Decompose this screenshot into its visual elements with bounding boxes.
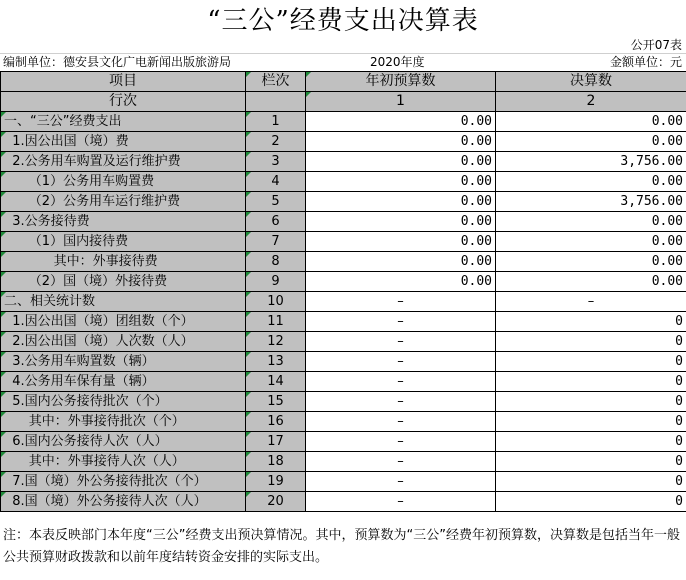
- row-final-value: 0: [496, 452, 686, 472]
- footnote: 注：本表反映部门本年度“三公”经费支出预决算情况。其中，预算数为“三公”经费年初预算数，决算数是包括当年一般公共预算财政拨款和以前年度结转资金安排的实际支出。: [3, 528, 680, 565]
- table-row: [1, 352, 686, 372]
- row-final-value: 0.00: [496, 112, 686, 132]
- page-title: “三公”经费支出决算表: [207, 6, 479, 36]
- row-budget-value: 0.00: [306, 112, 496, 132]
- header-budget: 年初预算数: [306, 72, 496, 92]
- row-final-value: 0: [496, 312, 686, 332]
- table-row: [1, 112, 686, 132]
- row-label: 其中：外事接待费: [1, 252, 246, 272]
- table-row: [1, 232, 686, 252]
- row-label: 二、相关统计数: [1, 292, 246, 312]
- row-line-number: 3: [246, 152, 306, 172]
- row-label: 5.国内公务接待批次（个）: [1, 392, 246, 412]
- row-final-value: 0: [496, 372, 686, 392]
- row-line-number: 11: [246, 312, 306, 332]
- unit-row: [0, 53, 686, 70]
- row-label: 1.因公出国（境）团组数（个）: [1, 312, 246, 332]
- row-final-value: 0.00: [496, 132, 686, 152]
- row-budget-value: 0.00: [306, 172, 496, 192]
- row-label: 其中：外事接待人次（人）: [1, 452, 246, 472]
- row-budget-value: –: [306, 472, 496, 492]
- row-final-value: 0.00: [496, 272, 686, 292]
- row-final-value: 0.00: [496, 212, 686, 232]
- table-row: [1, 312, 686, 332]
- row-final-value: 0: [496, 392, 686, 412]
- header-item: 项目: [1, 72, 246, 92]
- table-row: [1, 252, 686, 272]
- row-line-number: 4: [246, 172, 306, 192]
- row-number-label: 行次: [1, 92, 246, 112]
- table-row: [1, 432, 686, 452]
- row-budget-value: 0.00: [306, 272, 496, 292]
- row-label: 3.公务接待费: [1, 212, 246, 232]
- table-row: [1, 452, 686, 472]
- row-line-number: 5: [246, 192, 306, 212]
- row-line-number: 20: [246, 492, 306, 512]
- row-budget-value: –: [306, 332, 496, 352]
- row-line-number: 18: [246, 452, 306, 472]
- header-line: 栏次: [246, 72, 306, 92]
- row-final-value: 0: [496, 352, 686, 372]
- row-line-number: 13: [246, 352, 306, 372]
- row-label: 8.国（境）外公务接待人次（人）: [1, 492, 246, 512]
- row-budget-value: –: [306, 412, 496, 432]
- row-budget-value: 0.00: [306, 132, 496, 152]
- row-budget-value: –: [306, 292, 496, 312]
- row-label: （1）公务用车购置费: [1, 172, 246, 192]
- row-budget-value: –: [306, 492, 496, 512]
- table-row: [1, 132, 686, 152]
- row-budget-value: –: [306, 312, 496, 332]
- row-label: （2）公务用车运行维护费: [1, 192, 246, 212]
- row-line-number: 10: [246, 292, 306, 312]
- row-final-value: 0.00: [496, 252, 686, 272]
- row-line-number: 9: [246, 272, 306, 292]
- row-final-value: 0.00: [496, 172, 686, 192]
- row-label: （2）国（境）外接待费: [1, 272, 246, 292]
- row-final-value: –: [496, 292, 686, 312]
- row-line-number: 17: [246, 432, 306, 452]
- row-label: 2.公务用车购置及运行维护费: [1, 152, 246, 172]
- row-line-number: 2: [246, 132, 306, 152]
- row-line-number: 16: [246, 412, 306, 432]
- currency-unit: 金额单位：元: [609, 55, 682, 69]
- row-number-row: [1, 92, 686, 112]
- column-1-index: 1: [306, 92, 496, 112]
- row-final-value: 0: [496, 412, 686, 432]
- table-row: [1, 192, 686, 212]
- row-budget-value: 0.00: [306, 232, 496, 252]
- row-budget-value: –: [306, 452, 496, 472]
- form-number: 公开07表: [630, 38, 682, 52]
- table-row: [1, 372, 686, 392]
- row-label: 其中：外事接待批次（个）: [1, 412, 246, 432]
- table-row: [1, 172, 686, 192]
- row-budget-value: –: [306, 432, 496, 452]
- row-label: 7.国（境）外公务接待批次（个）: [1, 472, 246, 492]
- row-label: 3.公务用车购置数（辆）: [1, 352, 246, 372]
- header-row: [1, 72, 686, 92]
- expense-table: [0, 71, 686, 512]
- row-line-number: 7: [246, 232, 306, 252]
- row-budget-value: 0.00: [306, 252, 496, 272]
- table-row: [1, 492, 686, 512]
- row-final-value: 0.00: [496, 232, 686, 252]
- row-budget-value: –: [306, 372, 496, 392]
- table-row: [1, 332, 686, 352]
- row-label: 1.因公出国（境）费: [1, 132, 246, 152]
- row-budget-value: –: [306, 352, 496, 372]
- row-final-value: 3,756.00: [496, 152, 686, 172]
- row-label: 一、“三公”经费支出: [1, 112, 246, 132]
- row-label: （1）国内接待费: [1, 232, 246, 252]
- row-budget-value: 0.00: [306, 152, 496, 172]
- row-budget-value: 0.00: [306, 192, 496, 212]
- table-row: [1, 472, 686, 492]
- row-line-number: 19: [246, 472, 306, 492]
- row-line-number: 1: [246, 112, 306, 132]
- row-budget-value: –: [306, 392, 496, 412]
- header-final: 决算数: [496, 72, 686, 92]
- row-number-blank: [246, 92, 306, 112]
- row-line-number: 14: [246, 372, 306, 392]
- fiscal-year: 2020年度: [370, 55, 425, 69]
- column-2-index: 2: [496, 92, 686, 112]
- row-final-value: 0: [496, 492, 686, 512]
- row-line-number: 8: [246, 252, 306, 272]
- compiling-unit: 编制单位：德安县文化广电新闻出版旅游局: [3, 55, 232, 69]
- row-line-number: 6: [246, 212, 306, 232]
- table-row: [1, 212, 686, 232]
- table-row: [1, 412, 686, 432]
- table-row: [1, 152, 686, 172]
- row-final-value: 0: [496, 332, 686, 352]
- row-final-value: 0: [496, 472, 686, 492]
- row-label: 2.因公出国（境）人次数（人）: [1, 332, 246, 352]
- row-budget-value: 0.00: [306, 212, 496, 232]
- table-row: [1, 392, 686, 412]
- row-label: 6.国内公务接待人次（人）: [1, 432, 246, 452]
- table-row: [1, 272, 686, 292]
- table-row: [1, 292, 686, 312]
- row-final-value: 0: [496, 432, 686, 452]
- row-line-number: 12: [246, 332, 306, 352]
- row-final-value: 3,756.00: [496, 192, 686, 212]
- row-label: 4.公务用车保有量（辆）: [1, 372, 246, 392]
- row-line-number: 15: [246, 392, 306, 412]
